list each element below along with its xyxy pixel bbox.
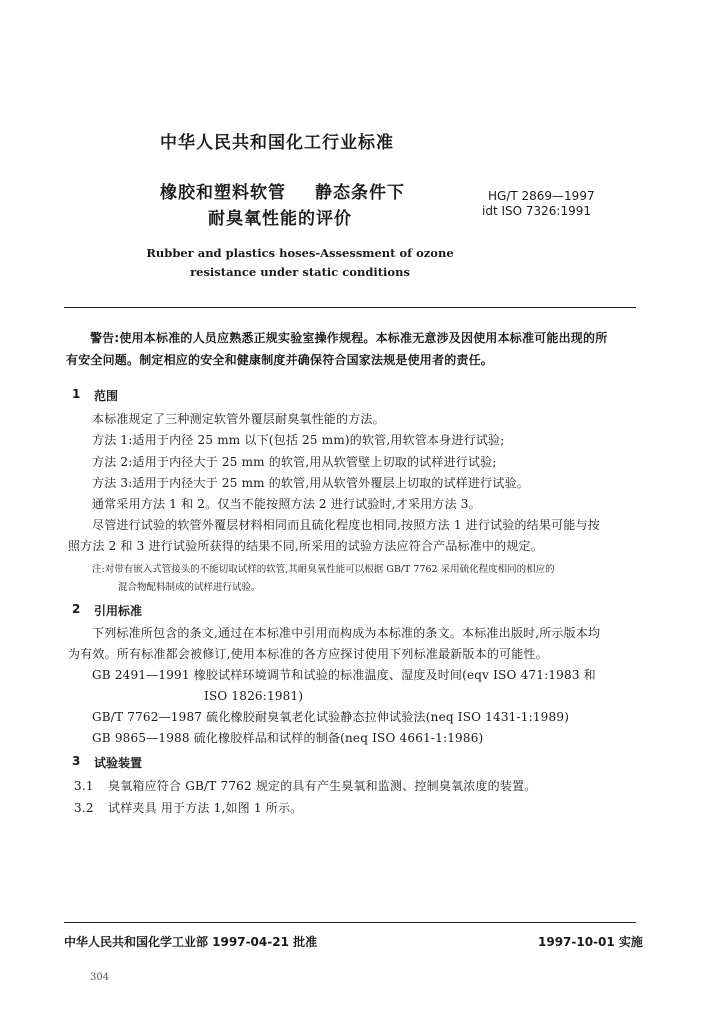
reference-item: GB 9865—1988 硫化橡胶样品和试样的制备(neq ISO 4661-1:1986) bbox=[92, 731, 484, 745]
clause-3-1-text: 臭氧箱应符合 GB/T 7762 规定的具有产生臭氧和监测、控制臭氧浓度的装置。 bbox=[108, 779, 537, 793]
scope-note-line1: 注:对带有嵌入式管接头的不能切取试样的软管,其耐臭氧性能可以根据 GB/T 7762 采用硫化程度相同的相应的 bbox=[92, 564, 555, 575]
title-zh-line2: 耐臭氧性能的评价 bbox=[208, 209, 352, 229]
approval-line: 中华人民共和国化学工业部 1997-04-21 批准 bbox=[64, 935, 318, 949]
scope-line: 通常采用方法 1 和 2。仅当不能按照方法 2 进行试验时,才采用方法 3。 bbox=[92, 497, 481, 511]
idt-number: idt ISO 7326:1991 bbox=[482, 204, 592, 218]
page-number: 304 bbox=[90, 972, 110, 983]
section3-title: 试验装置 bbox=[94, 756, 143, 770]
references-intro-line1: 下列标准所包含的条文,通过在本标准中引用而构成为本标准的条文。本标准出版时,所示版本均 bbox=[92, 626, 601, 640]
reference-item: GB/T 7762—1987 硫化橡胶耐臭氧老化试验静态拉伸试验法(neq ISO 1431-1:1989) bbox=[92, 710, 570, 724]
section1-title: 范围 bbox=[94, 389, 119, 403]
clause-3-2-number: 3.2 bbox=[74, 801, 94, 815]
section1-number: 1 bbox=[72, 387, 81, 401]
header-rule bbox=[64, 307, 636, 308]
title-zh-line1-b: 静态条件下 bbox=[315, 183, 405, 203]
references-intro-line2: 为有效。所有标准都会被修订,使用本标准的各方应探讨使用下列标准最新版本的可能性。 bbox=[68, 647, 548, 661]
scope-line: 尽管进行试验的软管外覆层材料相同而且硫化程度也相同,按照方法 1 进行试验的结果可能与按 bbox=[92, 518, 600, 532]
standard-category: 中华人民共和国化工行业标准 bbox=[160, 133, 394, 153]
reference-item: GB 2491—1991 橡胶试样环境调节和试验的标准温度、湿度及时间(eqv ISO 471:1983 和 bbox=[92, 668, 596, 682]
scope-line: 方法 3:适用于内径大于 25 mm 的软管,用从软管外覆层上切取的试样进行试验。 bbox=[92, 476, 529, 490]
footer-rule bbox=[64, 922, 636, 923]
standard-number: HG/T 2869—1997 bbox=[488, 189, 595, 203]
reference-item: ISO 1826:1981) bbox=[204, 689, 304, 703]
section2-title: 引用标准 bbox=[94, 604, 143, 618]
effective-date: 1997-10-01 实施 bbox=[538, 935, 643, 949]
title-en-line2: resistance under static conditions bbox=[190, 265, 410, 279]
warning-line2: 有安全问题。制定相应的安全和健康制度并确保符合国家法规是使用者的责任。 bbox=[66, 353, 494, 367]
scope-line: 方法 1:适用于内径 25 mm 以下(包括 25 mm)的软管,用软管本身进行试验; bbox=[92, 433, 505, 447]
scope-note-line2: 混合物配料制成的试样进行试验。 bbox=[118, 582, 261, 593]
title-zh-line1-a: 橡胶和塑料软管 bbox=[160, 183, 286, 203]
section2-number: 2 bbox=[72, 602, 81, 616]
title-en-line1: Rubber and plastics hoses-Assessment of ozone bbox=[146, 246, 454, 260]
scope-line: 方法 2:适用于内径大于 25 mm 的软管,用从软管壁上切取的试样进行试验; bbox=[92, 455, 497, 469]
scope-line: 照方法 2 和 3 进行试验所获得的结果不同,所采用的试验方法应符合产品标准中的规定。 bbox=[68, 539, 543, 553]
clause-3-1-number: 3.1 bbox=[74, 779, 94, 793]
warning-line1: 警告:使用本标准的人员应熟悉正规实验室操作规程。本标准无意涉及因使用本标准可能出现的所 bbox=[90, 331, 608, 345]
scope-line: 本标准规定了三种测定软管外覆层耐臭氧性能的方法。 bbox=[92, 412, 385, 426]
section3-number: 3 bbox=[72, 754, 81, 768]
clause-3-2-text: 试样夹具 用于方法 1,如图 1 所示。 bbox=[108, 801, 303, 815]
